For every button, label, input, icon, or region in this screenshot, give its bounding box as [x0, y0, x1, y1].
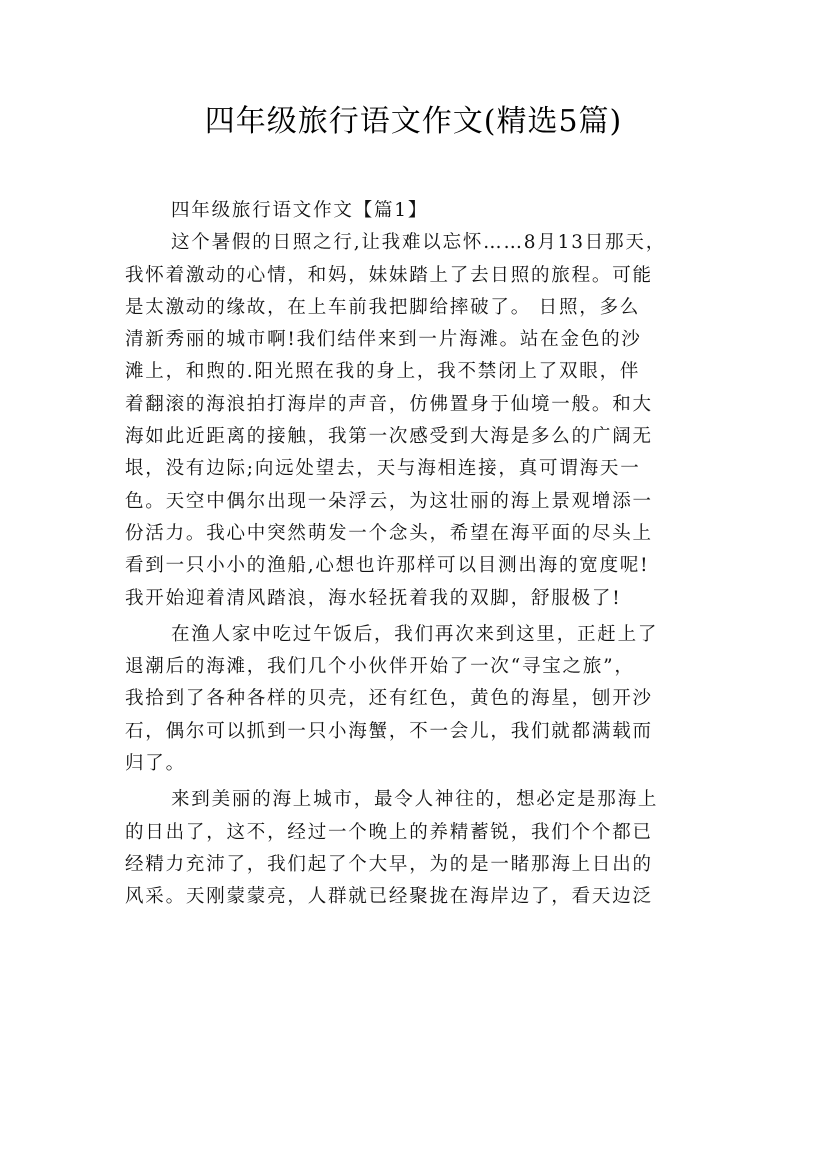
paragraph-line: 在渔人家中吃过午饭后，我们再次来到这里，正赶上了 [171, 623, 659, 645]
paragraph-line: 风采。天刚蒙蒙亮，人群就已经聚拢在海岸边了，看天边泛 [125, 886, 653, 908]
paragraph-line: 垠，没有边际;向远处望去，天与海相连接，真可谓海天一 [125, 458, 641, 480]
paragraph-line: 的日出了，这不，经过一个晚上的养精蓄锐，我们个个都已 [125, 821, 653, 843]
paragraph-line: 归了。 [125, 753, 186, 775]
paragraph-line: 经精力充沛了，我们起了个大早，为的是一睹那海上日出的 [125, 853, 653, 875]
paragraph-1 [125, 227, 703, 615]
paragraph-line: 这个暑假的日照之行,让我难以忘怀……8月13日那天， [171, 232, 666, 254]
paragraph-line: 是太激动的缘故，在上车前我把脚给摔破了。 日照，多么 [125, 296, 641, 318]
document-title: 四年级旅行语文作文(精选5篇) [204, 104, 623, 139]
paragraph-line: 色。天空中偶尔出现一朵浮云，为这壮丽的海上景观增添一 [125, 490, 653, 512]
section-heading: 四年级旅行语文作文【篇1】 [171, 200, 429, 221]
paragraph-line: 来到美丽的海上城市，最令人神往的，想必定是那海上 [171, 789, 659, 811]
paragraph-line: 清新秀丽的城市啊!我们结伴来到一片海滩。站在金色的沙 [125, 329, 642, 351]
paragraph-line: 着翻滚的海浪拍打海岸的声音，仿佛置身于仙境一般。和大 [125, 393, 653, 415]
paragraph-3 [125, 784, 703, 913]
paragraph-line: 退潮后的海滩，我们几个小伙伴开始了一次“寻宝之旅”， [125, 656, 635, 678]
paragraph-line: 我怀着激动的心情，和妈，妹妹踏上了去日照的旅程。可能 [125, 264, 653, 286]
paragraph-line: 滩上，和煦的.阳光照在我的身上，我不禁闭上了双眼，伴 [125, 361, 641, 383]
paragraph-line: 海如此近距离的接触，我第一次感受到大海是多么的广阔无 [125, 426, 653, 448]
paragraph-line: 看到一只小小的渔船,心想也许那样可以目测出海的宽度呢! [125, 555, 650, 577]
paragraph-line: 份活力。我心中突然萌发一个念头，希望在海平面的尽头上 [125, 522, 653, 544]
paragraph-line: 我拾到了各种各样的贝壳，还有红色，黄色的海星，刨开沙 [125, 688, 653, 710]
paragraph-2 [125, 619, 703, 780]
paragraph-line: 我开始迎着清风踏浪，海水轻抚着我的双脚，舒服极了! [125, 587, 622, 609]
paragraph-line: 石，偶尔可以抓到一只小海蟹，不一会儿，我们就都满载而 [125, 720, 653, 742]
document-body [125, 195, 703, 914]
